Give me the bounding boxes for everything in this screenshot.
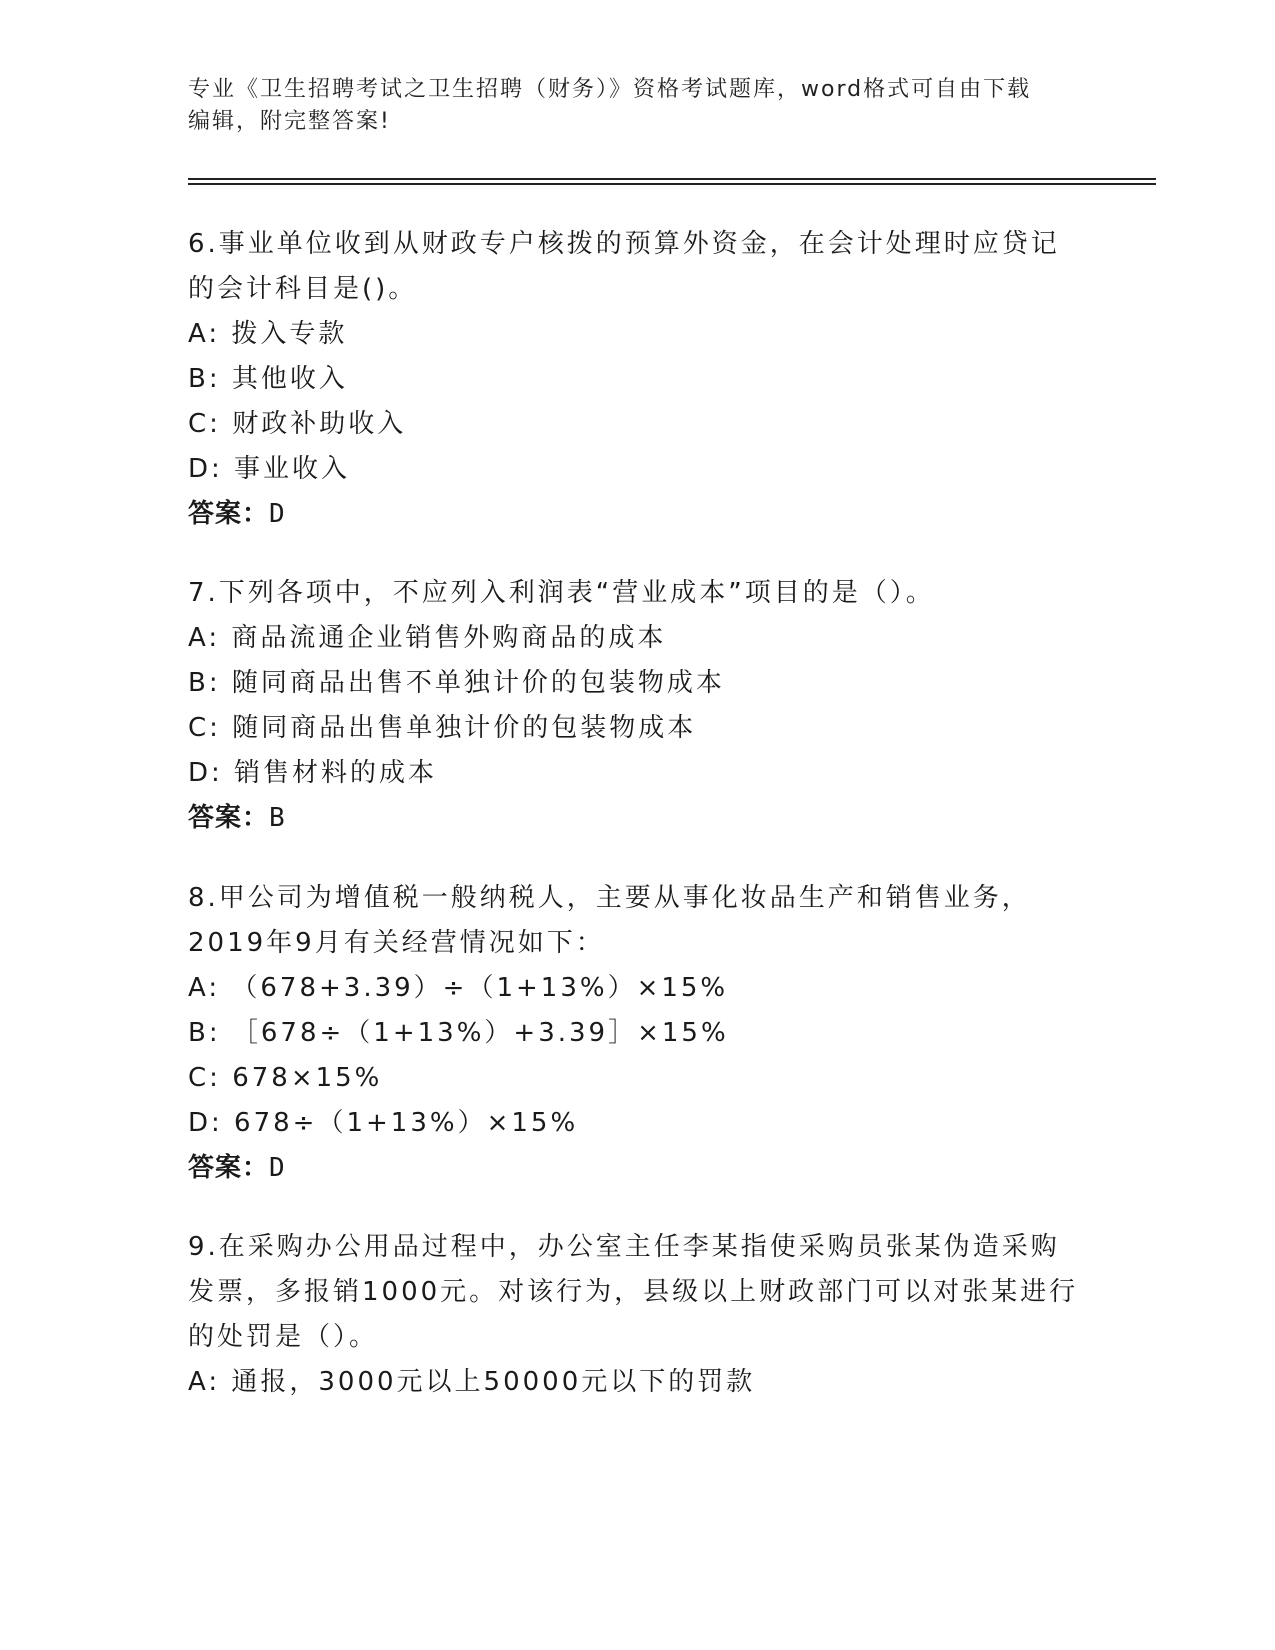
option-letter: A:	[188, 319, 221, 349]
document-header	[188, 74, 1088, 138]
option-letter: D:	[188, 1108, 223, 1138]
option-text: 通报，3000元以上50000元以下的罚款	[231, 1367, 756, 1397]
answer-value: D	[269, 499, 286, 529]
answer-label: 答案：	[188, 499, 270, 529]
option-text: 商品流通企业销售外购商品的成本	[231, 623, 667, 653]
option-b	[188, 661, 1088, 706]
header-line-1: 专业《卫生招聘考试之卫生招聘（财务）》资格考试题库，word格式可自由下载	[188, 77, 1032, 102]
question-text-line: 6.事业单位收到从财政专户核拨的预算外资金，在会计处理时应贷记	[188, 229, 1060, 259]
option-text: 随同商品出售不单独计价的包装物成本	[231, 668, 725, 698]
option-letter: A:	[188, 623, 221, 653]
question-9	[188, 1225, 1088, 1405]
option-d	[188, 751, 1088, 796]
option-text: 事业收入	[234, 454, 351, 484]
option-b	[188, 1011, 1088, 1056]
option-letter: B:	[188, 1018, 221, 1048]
option-a	[188, 1360, 1088, 1405]
option-text: ［678÷（1+13%）+3.39］×15%	[231, 1018, 729, 1048]
option-letter: D:	[188, 758, 223, 788]
answer-value: D	[269, 1153, 286, 1183]
question-text-line: 9.在采购办公用品过程中，办公室主任李某指使采购员张某伪造采购	[188, 1232, 1060, 1262]
option-letter: B:	[188, 668, 221, 698]
option-letter: C:	[188, 409, 221, 439]
option-text: （678+3.39）÷（1+13%）×15%	[231, 973, 729, 1003]
question-text-line: 7.下列各项中，不应列入利润表“营业成本”项目的是（）。	[188, 578, 935, 608]
answer-line	[188, 1146, 1088, 1191]
answer-value: B	[269, 803, 286, 833]
question-text-line: 发票，多报销1000元。对该行为，县级以上财政部门可以对张某进行	[188, 1277, 1079, 1307]
question-text-line: 的处罚是（）。	[188, 1322, 379, 1352]
option-d	[188, 447, 1088, 492]
option-text: 随同商品出售单独计价的包装物成本	[232, 713, 697, 743]
option-a	[188, 966, 1088, 1011]
option-d	[188, 1101, 1088, 1146]
question-text-line: 8.甲公司为增值税一般纳税人，主要从事化妆品生产和销售业务，	[188, 883, 1031, 913]
option-letter: D:	[188, 454, 223, 484]
option-letter: A:	[188, 1367, 221, 1397]
option-letter: C:	[188, 1063, 221, 1093]
header-divider-top	[188, 178, 1156, 180]
question-6	[188, 222, 1088, 537]
question-8	[188, 876, 1088, 1191]
option-text: 拨入专款	[231, 319, 348, 349]
option-letter: B:	[188, 364, 221, 394]
option-c	[188, 402, 1088, 447]
option-text: 销售材料的成本	[234, 758, 438, 788]
answer-label: 答案：	[188, 1153, 270, 1183]
answer-line	[188, 492, 1088, 537]
option-text: 678×15%	[232, 1063, 383, 1093]
option-a	[188, 312, 1088, 357]
option-text: 678÷（1+13%）×15%	[234, 1108, 579, 1138]
option-a	[188, 616, 1088, 661]
question-7	[188, 571, 1088, 841]
header-line-2: 编辑，附完整答案!	[188, 109, 391, 134]
header-divider-bottom	[188, 183, 1156, 185]
question-text-line: 的会计科目是()。	[188, 274, 418, 304]
question-text-line: 2019年9月有关经营情况如下：	[188, 928, 605, 958]
option-c	[188, 706, 1088, 751]
option-text: 其他收入	[231, 364, 348, 394]
answer-label: 答案：	[188, 803, 270, 833]
option-letter: A:	[188, 973, 221, 1003]
option-text: 财政补助收入	[232, 409, 407, 439]
answer-line	[188, 796, 1088, 841]
option-c	[188, 1056, 1088, 1101]
option-b	[188, 357, 1088, 402]
option-letter: C:	[188, 713, 221, 743]
